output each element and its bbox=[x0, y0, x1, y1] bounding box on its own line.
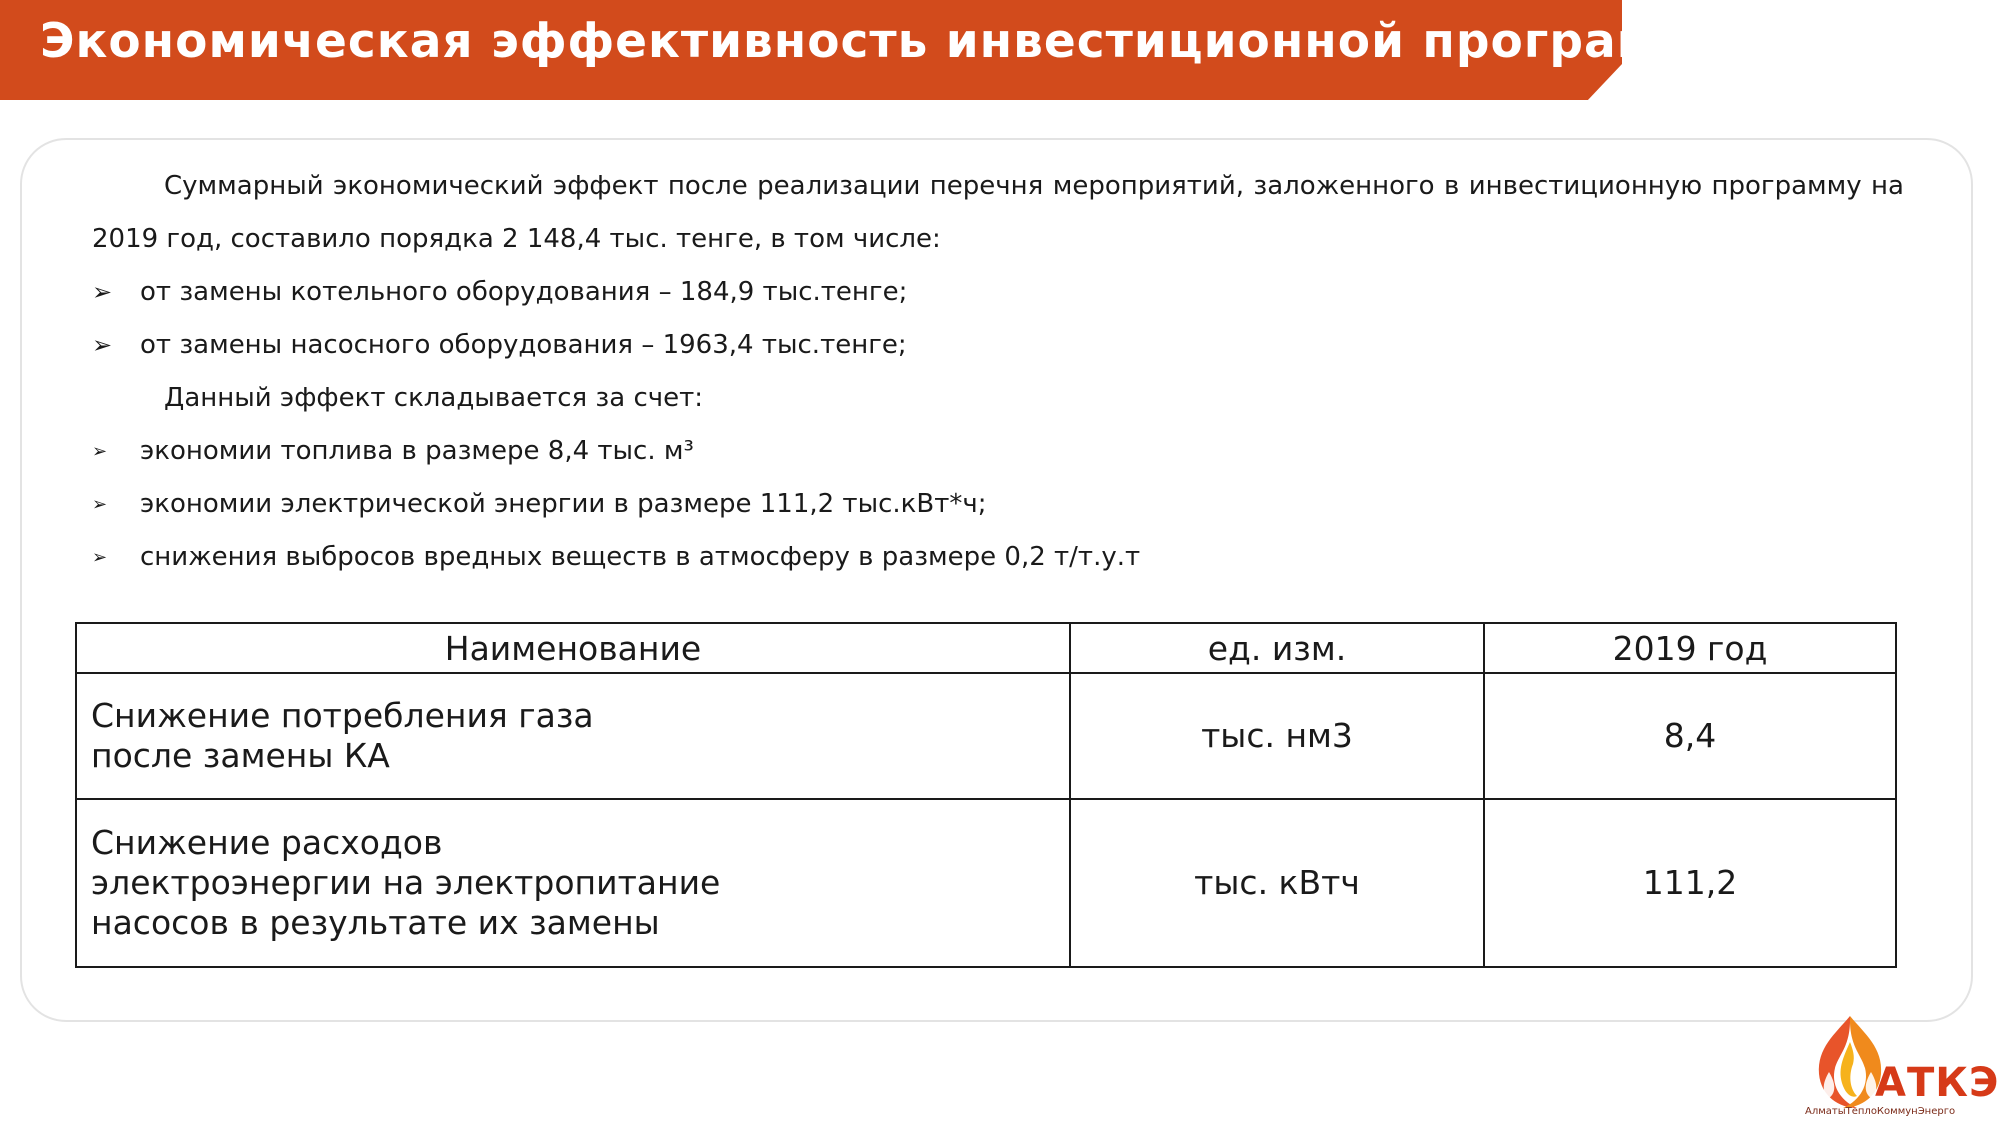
effect-text: от замены насосного оборудования – 1963,4 тыс.тенге; bbox=[140, 330, 907, 360]
row-name-line: Снижение потребления газа bbox=[91, 696, 594, 735]
row-name-cell bbox=[76, 799, 1070, 967]
logo-name: АТКЭ bbox=[1875, 1060, 2000, 1106]
table-row bbox=[76, 799, 1896, 967]
list-item bbox=[92, 531, 1904, 584]
row-name-cell bbox=[76, 673, 1070, 799]
row-name-line: электроэнергии на электропитание bbox=[91, 863, 721, 902]
source-text: экономии электрической энергии в размере 111,2 тыс.кВт*ч; bbox=[140, 489, 987, 519]
lead-line: Данный эффект складывается за счет: bbox=[164, 383, 704, 413]
summary-text bbox=[92, 160, 1904, 584]
row-unit-cell: тыс. кВтч bbox=[1070, 799, 1484, 967]
page-title: Экономическая эффективность инвестиционной программы bbox=[40, 14, 1740, 69]
logo-subtitle: АлматыТеплоКоммунЭнерго bbox=[1805, 1106, 1956, 1117]
list-item bbox=[92, 425, 1904, 478]
arrow-bullet-icon: ➢ bbox=[92, 441, 108, 462]
list-item bbox=[92, 266, 1904, 319]
list-item bbox=[92, 478, 1904, 531]
effects-table bbox=[75, 622, 1897, 968]
list-item bbox=[92, 319, 1904, 372]
row-unit-cell: тыс. нм3 bbox=[1070, 673, 1484, 799]
row-name-line: Снижение расходов bbox=[91, 823, 443, 862]
column-header-unit: ед. изм. bbox=[1070, 623, 1484, 673]
source-text: экономии топлива в размере 8,4 тыс. м³ bbox=[140, 436, 694, 466]
table-header-row bbox=[76, 623, 1896, 673]
row-value-cell: 111,2 bbox=[1484, 799, 1896, 967]
source-text: снижения выбросов вредных веществ в атмосферу в размере 0,2 т/т.у.т bbox=[140, 542, 1141, 572]
arrow-bullet-icon: ➢ bbox=[92, 494, 108, 515]
row-value-cell: 8,4 bbox=[1484, 673, 1896, 799]
arrow-bullet-icon: ➢ bbox=[92, 547, 108, 568]
arrow-bullet-icon: ➢ bbox=[92, 331, 113, 359]
table-row bbox=[76, 673, 1896, 799]
intro-paragraph: Суммарный экономический эффект после реализации перечня мероприятий, заложенного в инвестиционную программу на 2019 год, составило порядка 2 148,4 тыс. тенге, в том числе: bbox=[92, 171, 1904, 254]
row-name-line: насосов в результате их замены bbox=[91, 903, 660, 942]
column-header-year: 2019 год bbox=[1484, 623, 1896, 673]
effect-text: от замены котельного оборудования – 184,9 тыс.тенге; bbox=[140, 277, 908, 307]
arrow-bullet-icon: ➢ bbox=[92, 278, 113, 306]
column-header-name: Наименование bbox=[76, 623, 1070, 673]
row-name-line: после замены КА bbox=[91, 736, 390, 775]
